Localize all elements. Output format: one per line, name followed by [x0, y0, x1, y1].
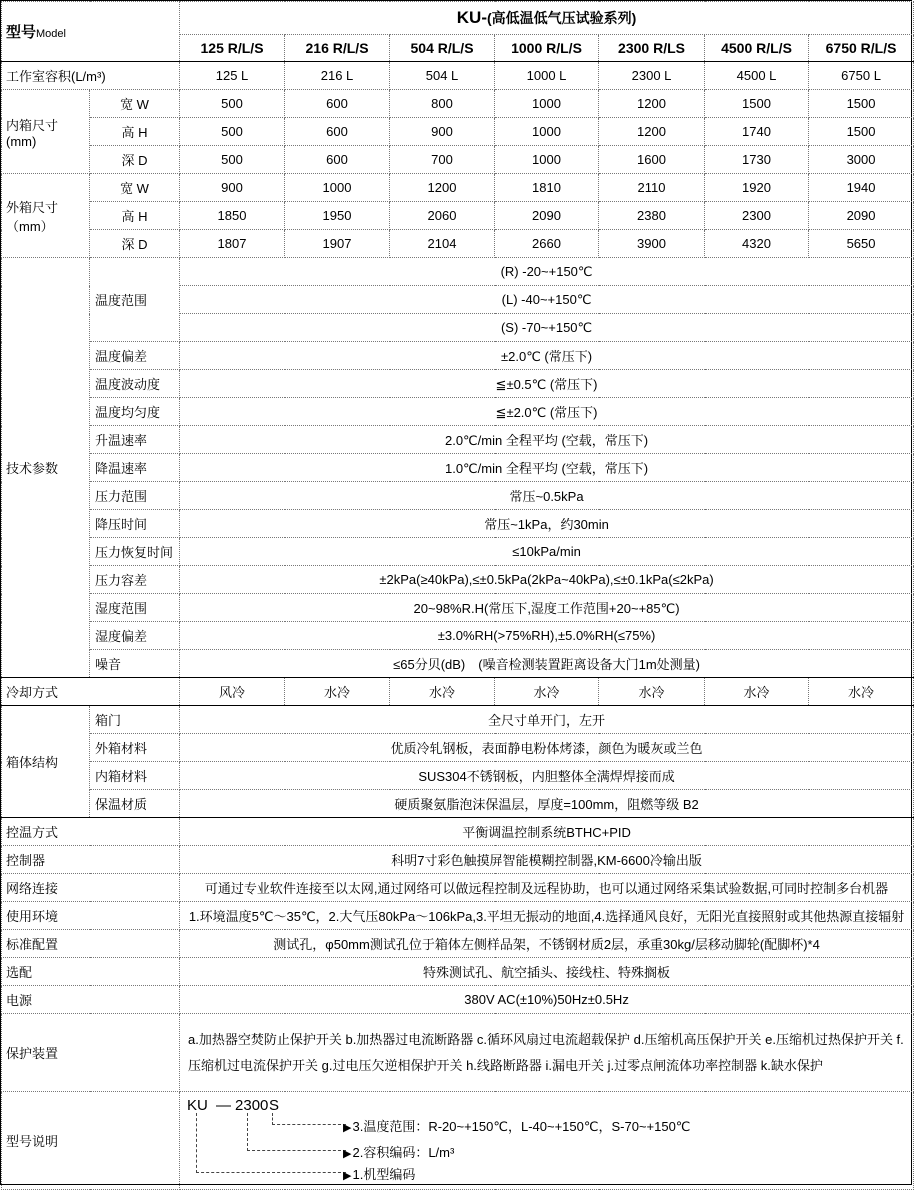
model-code-dash: — — [216, 1097, 232, 1114]
temp-range-label: 温度范围 — [90, 258, 180, 342]
model-code-prefix: KU — [187, 1097, 208, 1114]
tech-value: ≦±2.0℃ (常压下) — [180, 398, 914, 426]
cooling-value: 水冷 — [599, 678, 705, 706]
tech-label: 压力恢复时间 — [90, 538, 180, 566]
tech-label: 温度波动度 — [90, 370, 180, 398]
tech-row — [2, 454, 914, 482]
model-name: 6750 R/L/S — [809, 35, 914, 62]
dim-value: 2110 — [599, 174, 705, 202]
series-title-suffix: (高低温低气压试验系列) — [486, 10, 637, 26]
general-row — [2, 874, 914, 902]
model-legend-row — [2, 1092, 914, 1190]
dim-value: 3900 — [599, 230, 705, 258]
dim-value: 1000 — [495, 146, 599, 174]
dim-value: 1200 — [599, 90, 705, 118]
arrow-icon: ▶ — [343, 1170, 352, 1182]
structure-value: SUS304不锈钢板，内胆整体全满焊焊接而成 — [180, 762, 914, 790]
dim-value: 2060 — [390, 202, 495, 230]
tech-label: 温度偏差 — [90, 342, 180, 370]
dim-value: 1950 — [285, 202, 390, 230]
tech-value: 常压~1kPa，约30min — [180, 510, 914, 538]
dim-value: 1740 — [705, 118, 809, 146]
dim-value: 1600 — [599, 146, 705, 174]
tech-label: 压力范围 — [90, 482, 180, 510]
dim-value: 2104 — [390, 230, 495, 258]
tech-label: 温度均匀度 — [90, 398, 180, 426]
dim-value: 5650 — [809, 230, 914, 258]
general-label: 控温方式 — [2, 818, 180, 846]
model-label-en: Model — [36, 28, 66, 40]
structure-value: 硬质聚氨脂泡沫保温层，厚度=100mm，阻燃等级 B2 — [180, 790, 914, 818]
dim-value: 1500 — [809, 118, 914, 146]
legend-item-volume — [343, 1142, 454, 1161]
dim-value: 1200 — [599, 118, 705, 146]
outer-dims-group — [2, 174, 90, 258]
connector-line-prefix — [196, 1113, 346, 1173]
volume-row — [2, 62, 914, 90]
general-label: 控制器 — [2, 846, 180, 874]
dim-value: 1730 — [705, 146, 809, 174]
structure-label: 箱门 — [90, 706, 180, 734]
dim-value: 1200 — [390, 174, 495, 202]
general-value: 平衡调温控制系统BTHC+PID — [180, 818, 914, 846]
legend-item-text: 3.温度范围：R-20~+150℃，L-40~+150℃，S-70~+150℃ — [352, 1119, 691, 1134]
volume-value: 1000 L — [495, 62, 599, 90]
dim-value: 1500 — [705, 90, 809, 118]
dim-value: 1907 — [285, 230, 390, 258]
structure-label: 保温材质 — [90, 790, 180, 818]
tech-row — [2, 510, 914, 538]
dim-value: 500 — [180, 146, 285, 174]
inner-dims-row — [2, 90, 914, 118]
volume-value: 6750 L — [809, 62, 914, 90]
general-value: 测试孔，φ50mm测试孔位于箱体左侧样品架，不锈钢材质2层，承重30kg/层移动脚轮(配脚杯)*4 — [180, 930, 914, 958]
cooling-value: 水冷 — [390, 678, 495, 706]
dim-label: 深 D — [90, 146, 180, 174]
model-name: 504 R/L/S — [390, 35, 495, 62]
legend-item-text: 1.机型编码 — [352, 1167, 416, 1182]
model-name: 4500 R/L/S — [705, 35, 809, 62]
structure-row — [2, 762, 914, 790]
volume-value: 4500 L — [705, 62, 809, 90]
inner-group-label: 内箱尺寸 — [6, 117, 59, 133]
temp-range-value: (S) -70~+150℃ — [180, 314, 914, 342]
general-row — [2, 818, 914, 846]
general-row — [2, 986, 914, 1014]
cooling-row — [2, 678, 914, 706]
general-label: 使用环境 — [2, 902, 180, 930]
cooling-value: 风冷 — [180, 678, 285, 706]
dim-label: 深 D — [90, 230, 180, 258]
dim-value: 3000 — [809, 146, 914, 174]
general-value: 1.环境温度5℃～35℃，2.大气压80kPa～106kPa,3.平坦无振动的地面,4.选择通风良好，无阳光直接照射或其他热源直接辐射 — [180, 902, 914, 930]
cooling-label: 冷却方式 — [2, 678, 180, 706]
structure-row — [2, 790, 914, 818]
tech-label: 压力容差 — [90, 566, 180, 594]
general-label: 网络连接 — [2, 874, 180, 902]
tech-row — [2, 622, 914, 650]
tech-row — [2, 594, 914, 622]
dim-value: 600 — [285, 146, 390, 174]
model-code-volume: 2300 — [235, 1097, 269, 1114]
dim-value: 500 — [180, 90, 285, 118]
legend-item-temp — [343, 1116, 690, 1135]
tech-value: 1.0℃/min 全程平均 (空载，常压下) — [180, 454, 914, 482]
tech-value: 常压~0.5kPa — [180, 482, 914, 510]
tech-label: 噪音 — [90, 650, 180, 678]
model-legend-diagram — [180, 1092, 914, 1190]
model-legend-label: 型号说明 — [2, 1092, 180, 1190]
temp-range-value: (R) -20~+150℃ — [180, 258, 914, 286]
structure-row — [2, 706, 914, 734]
series-title-prefix: KU- — [456, 8, 487, 27]
arrow-icon: ▶ — [343, 1122, 352, 1134]
dim-label: 宽 W — [90, 90, 180, 118]
general-label: 电源 — [2, 986, 180, 1014]
tech-label: 降压时间 — [90, 510, 180, 538]
outer-dims-row — [2, 230, 914, 258]
dim-value: 2660 — [495, 230, 599, 258]
structure-value: 全尺寸单开门，左开 — [180, 706, 914, 734]
model-label-cell — [2, 2, 180, 62]
structure-group: 箱体结构 — [2, 706, 90, 818]
general-value: 科明7寸彩色触摸屏智能模糊控制器,KM-6600冷输出版 — [180, 846, 914, 874]
model-label: 型号 — [6, 24, 37, 41]
dim-value: 800 — [390, 90, 495, 118]
legend-item-prefix — [343, 1164, 415, 1183]
model-code-diagram — [180, 1092, 913, 1189]
outer-dims-row — [2, 174, 914, 202]
tech-value: ±2kPa(≥40kPa),≤±0.5kPa(2kPa~40kPa),≤±0.1kPa(≤2kPa) — [180, 566, 914, 594]
tech-group: 技术参数 — [2, 258, 90, 678]
tech-row — [2, 538, 914, 566]
inner-group-unit: (mm) — [6, 133, 37, 149]
dim-value: 2380 — [599, 202, 705, 230]
temp-range-row — [2, 258, 914, 286]
dim-value: 1000 — [495, 118, 599, 146]
general-value: 380V AC(±10%)50Hz±0.5Hz — [180, 986, 914, 1014]
dim-value: 600 — [285, 90, 390, 118]
tech-row — [2, 370, 914, 398]
volume-value: 2300 L — [599, 62, 705, 90]
structure-label: 内箱材料 — [90, 762, 180, 790]
temp-range-value: (L) -40~+150℃ — [180, 286, 914, 314]
general-value: 可通过专业软件连接至以太网,通过网络可以做远程控制及远程协助，也可以通过网络采集试验数据,可同时控制多台机器 — [180, 874, 914, 902]
tech-value: ≤65分贝(dB) (噪音检测装置距离设备大门1m处测量) — [180, 650, 914, 678]
volume-value: 125 L — [180, 62, 285, 90]
outer-dims-row — [2, 202, 914, 230]
structure-value: 优质冷轧钢板，表面静电粉体烤漆，颜色为暖灰或兰色 — [180, 734, 914, 762]
tech-value: ≦±0.5℃ (常压下) — [180, 370, 914, 398]
dim-value: 1500 — [809, 90, 914, 118]
general-label: 标准配置 — [2, 930, 180, 958]
volume-value: 216 L — [285, 62, 390, 90]
cooling-value: 水冷 — [495, 678, 599, 706]
cooling-value: 水冷 — [705, 678, 809, 706]
tech-row — [2, 398, 914, 426]
general-row — [2, 902, 914, 930]
dim-value: 2300 — [705, 202, 809, 230]
dim-value: 700 — [390, 146, 495, 174]
cooling-value: 水冷 — [809, 678, 914, 706]
inner-dims-row — [2, 146, 914, 174]
dim-value: 900 — [180, 174, 285, 202]
volume-value: 504 L — [390, 62, 495, 90]
dim-value: 2090 — [495, 202, 599, 230]
arrow-icon: ▶ — [343, 1148, 352, 1160]
tech-value: 2.0℃/min 全程平均 (空载，常压下) — [180, 426, 914, 454]
dim-value: 1000 — [285, 174, 390, 202]
model-name: 216 R/L/S — [285, 35, 390, 62]
tech-value: ≤10kPa/min — [180, 538, 914, 566]
tech-row — [2, 482, 914, 510]
dim-value: 1000 — [495, 90, 599, 118]
volume-label: 工作室容积(L/m³) — [2, 62, 180, 90]
dim-label: 高 H — [90, 118, 180, 146]
header-row — [2, 2, 914, 35]
legend-item-text: 2.容积编码：L/m³ — [352, 1145, 455, 1160]
general-row — [2, 930, 914, 958]
tech-label: 降温速率 — [90, 454, 180, 482]
tech-value: ±3.0%RH(>75%RH),±5.0%RH(≤75%) — [180, 622, 914, 650]
tech-row — [2, 566, 914, 594]
dim-value: 1850 — [180, 202, 285, 230]
protection-label: 保护装置 — [2, 1014, 180, 1092]
dim-value: 1920 — [705, 174, 809, 202]
outer-group-unit: （mm） — [6, 218, 54, 234]
tech-row — [2, 650, 914, 678]
series-title — [180, 2, 914, 35]
dim-label: 高 H — [90, 202, 180, 230]
model-name: 2300 R/LS — [599, 35, 705, 62]
tech-label: 湿度偏差 — [90, 622, 180, 650]
model-name: 1000 R/L/S — [495, 35, 599, 62]
dim-value: 500 — [180, 118, 285, 146]
dim-value: 1807 — [180, 230, 285, 258]
general-label: 选配 — [2, 958, 180, 986]
tech-row — [2, 342, 914, 370]
dim-value: 2090 — [809, 202, 914, 230]
dim-value: 600 — [285, 118, 390, 146]
protection-value: a.加热器空焚防止保护开关 b.加热器过电流断路器 c.循环风扇过电流超载保护 d.压缩机高压保护开关 e.压缩机过热保护开关 f.压缩机过电流保护开关 g.过电压欠逆相保护开关 h.线路断路器 i.漏电开关 j.过零点闸流体功率控制器 k.缺水保护 — [180, 1014, 914, 1092]
dim-value: 4320 — [705, 230, 809, 258]
outer-group-label: 外箱尺寸 — [6, 199, 59, 215]
structure-row — [2, 734, 914, 762]
dim-value: 1810 — [495, 174, 599, 202]
tech-label: 升温速率 — [90, 426, 180, 454]
dim-value: 1940 — [809, 174, 914, 202]
general-row — [2, 846, 914, 874]
spec-table — [1, 1, 914, 1190]
general-row — [2, 958, 914, 986]
model-code-temp: S — [269, 1097, 280, 1114]
protection-row — [2, 1014, 914, 1092]
cooling-value: 水冷 — [285, 678, 390, 706]
dim-value: 900 — [390, 118, 495, 146]
inner-dims-row — [2, 118, 914, 146]
tech-value: ±2.0℃ (常压下) — [180, 342, 914, 370]
tech-value: 20~98%R.H(常压下,湿度工作范围+20~+85℃) — [180, 594, 914, 622]
dim-label: 宽 W — [90, 174, 180, 202]
model-name: 125 R/L/S — [180, 35, 285, 62]
structure-label: 外箱材料 — [90, 734, 180, 762]
tech-label: 湿度范围 — [90, 594, 180, 622]
tech-row — [2, 426, 914, 454]
general-value: 特殊测试孔、航空插头、接线柱、特殊搁板 — [180, 958, 914, 986]
inner-dims-group — [2, 90, 90, 174]
